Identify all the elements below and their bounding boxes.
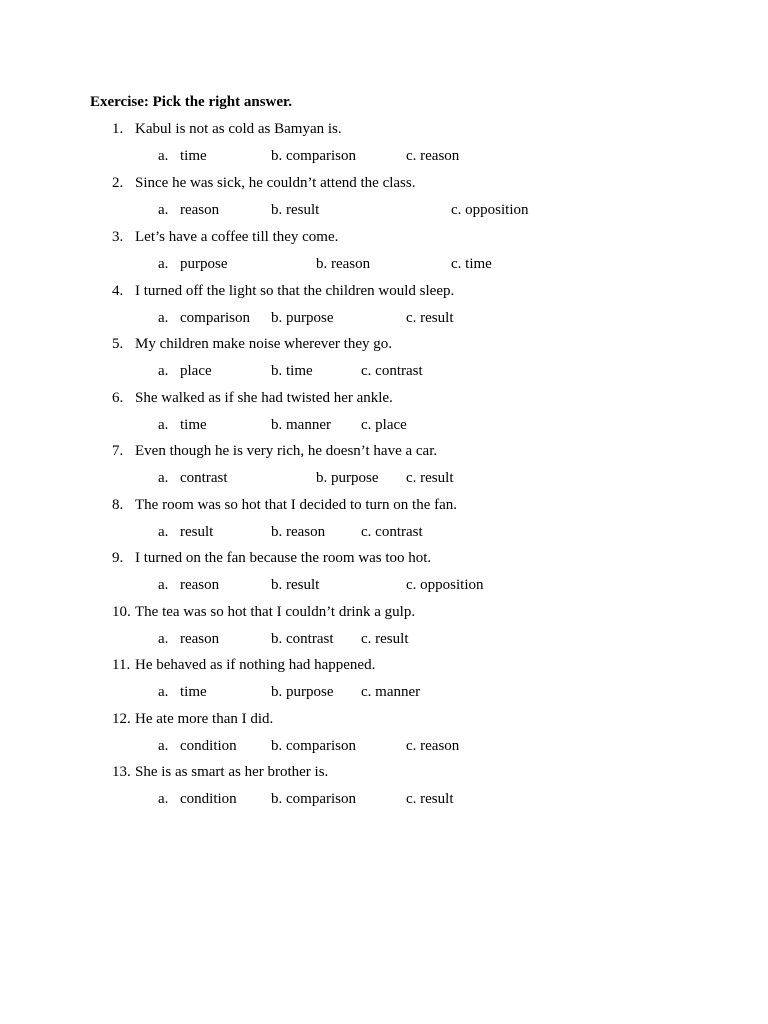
question-number: 5. — [112, 336, 124, 352]
option-a: condition — [180, 791, 237, 807]
question-item — [0, 389, 768, 443]
option-b: b. purpose — [316, 470, 379, 486]
option-a: reason — [180, 577, 220, 593]
question-number: 4. — [112, 283, 124, 299]
question-item — [0, 656, 768, 710]
question-text: My children make noise wherever they go. — [135, 336, 392, 352]
option-a: result — [180, 524, 214, 540]
question-text: Even though he is very rich, he doesn’t have a car. — [135, 443, 438, 459]
question-item — [0, 174, 768, 228]
option-c: c. reason — [406, 738, 460, 754]
question-item — [0, 763, 768, 817]
question-text: He ate more than I did. — [135, 711, 274, 727]
question-text: The room was so hot that I decided to turn on the fan. — [135, 497, 458, 513]
question-text: The tea was so hot that I couldn’t drink a gulp. — [135, 604, 416, 620]
question-text: Kabul is not as cold as Bamyan is. — [135, 121, 342, 137]
option-a: place — [180, 363, 212, 379]
option-a-letter: a. — [158, 577, 169, 593]
option-a-letter: a. — [158, 470, 169, 486]
option-c: c. result — [361, 631, 409, 647]
option-b: b. reason — [316, 256, 371, 272]
option-c: c. opposition — [451, 202, 529, 218]
option-a: comparison — [180, 310, 250, 326]
option-a-letter: a. — [158, 631, 169, 647]
question-text: Let’s have a coffee till they come. — [135, 229, 339, 245]
question-number: 2. — [112, 175, 124, 191]
question-number: 1. — [112, 121, 124, 137]
question-item — [0, 549, 768, 603]
question-number: 11. — [112, 657, 131, 673]
question-number: 7. — [112, 443, 124, 459]
question-text: I turned off the light so that the children would sleep. — [135, 283, 455, 299]
question-item — [0, 710, 768, 764]
question-text: He behaved as if nothing had happened. — [135, 657, 376, 673]
option-a: purpose — [180, 256, 228, 272]
option-c: c. opposition — [406, 577, 484, 593]
option-a-letter: a. — [158, 791, 169, 807]
option-a-letter: a. — [158, 417, 169, 433]
question-number: 12. — [112, 711, 131, 727]
option-c: c. result — [406, 791, 454, 807]
option-b: b. result — [271, 202, 320, 218]
option-a-letter: a. — [158, 310, 169, 326]
option-a: reason — [180, 202, 220, 218]
option-a-letter: a. — [158, 738, 169, 754]
option-b: b. purpose — [271, 684, 334, 700]
option-a-letter: a. — [158, 202, 169, 218]
option-b: b. contrast — [271, 631, 334, 647]
question-number: 9. — [112, 550, 124, 566]
option-a: time — [180, 684, 207, 700]
option-a: reason — [180, 631, 220, 647]
question-number: 3. — [112, 229, 124, 245]
exercise-title: Exercise: Pick the right answer. — [90, 94, 293, 110]
option-a-letter: a. — [158, 148, 169, 164]
question-item — [0, 282, 768, 336]
option-b: b. result — [271, 577, 320, 593]
option-a-letter: a. — [158, 684, 169, 700]
option-b: b. comparison — [271, 791, 356, 807]
option-a: contrast — [180, 470, 228, 486]
option-c: c. reason — [406, 148, 460, 164]
option-a-letter: a. — [158, 524, 169, 540]
question-text: She is as smart as her brother is. — [135, 764, 329, 780]
option-c: c. time — [451, 256, 492, 272]
option-b: b. manner — [271, 417, 331, 433]
question-text: Since he was sick, he couldn’t attend the class. — [135, 175, 416, 191]
option-a: condition — [180, 738, 237, 754]
option-a: time — [180, 417, 207, 433]
option-b: b. purpose — [271, 310, 334, 326]
question-item — [0, 603, 768, 657]
question-number: 6. — [112, 390, 124, 406]
option-a-letter: a. — [158, 256, 169, 272]
question-text: She walked as if she had twisted her ankle. — [135, 390, 393, 406]
question-item — [0, 496, 768, 550]
question-item — [0, 335, 768, 389]
question-item — [0, 442, 768, 496]
option-c: c. contrast — [361, 363, 423, 379]
option-a: time — [180, 148, 207, 164]
option-b: b. comparison — [271, 738, 356, 754]
question-item — [0, 228, 768, 282]
question-number: 10. — [112, 604, 131, 620]
question-item — [0, 120, 768, 174]
option-c: c. result — [406, 310, 454, 326]
option-b: b. time — [271, 363, 313, 379]
option-b: b. reason — [271, 524, 326, 540]
option-c: c. manner — [361, 684, 421, 700]
option-c: c. result — [406, 470, 454, 486]
option-c: c. place — [361, 417, 407, 433]
option-a-letter: a. — [158, 363, 169, 379]
question-number: 13. — [112, 764, 131, 780]
question-text: I turned on the fan because the room was too hot. — [135, 550, 432, 566]
question-number: 8. — [112, 497, 124, 513]
option-c: c. contrast — [361, 524, 423, 540]
option-b: b. comparison — [271, 148, 356, 164]
